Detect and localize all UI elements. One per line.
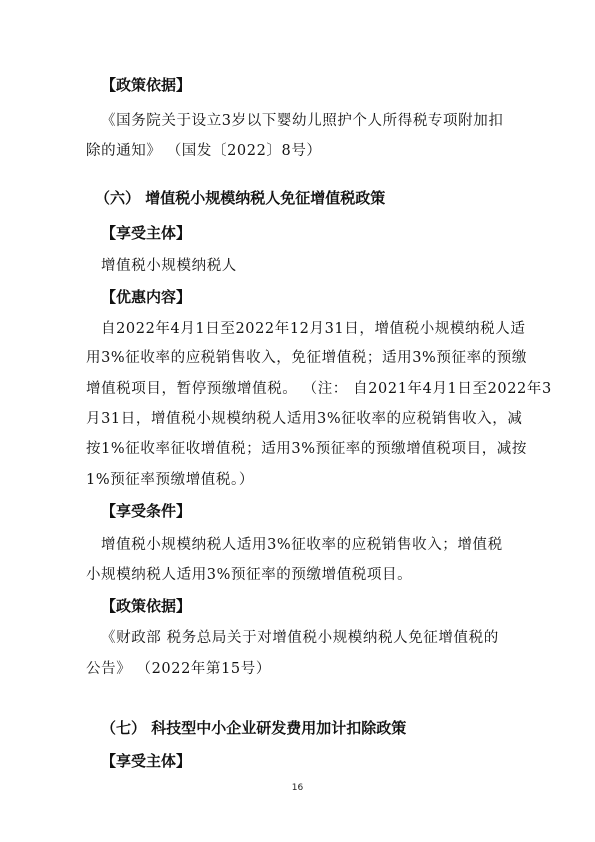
subject-text: 增值税小规模纳税人 [101,258,237,274]
content-text-line: 用3%征收率的应税销售收入，免征增值税；适用3%预征率的预缴 [86,350,528,366]
condition-text-line: 增值税小规模纳税人适用3%征收率的应税销售收入；增值税 [101,537,503,553]
condition-label: 【享受条件】 [101,502,192,520]
content-text-line: 按1%征收率征收增值税；适用3%预征率的预缴增值税项目，减按 [86,441,528,457]
policy-basis-text-line: 除的通知》 （国发〔2022〕8号） [86,143,322,159]
content-text-line: 增值税项目，暂停预缴增值税。 （注： 自2021年4月1日至2022年3 [86,381,552,397]
subject-label: 【享受主体】 [101,224,192,242]
section-7-title: （七） 科技型中小企业研发费用加计扣除政策 [101,719,407,737]
content-text-line: 自2022年4月1日至2022年12月31日，增值税小规模纳税人适 [101,321,526,337]
policy-basis-text-line: 公告》 （2022年第15号） [86,661,271,677]
policy-basis-text-line: 《国务院关于设立3岁以下婴幼儿照护个人所得税专项附加扣 [101,113,504,129]
policy-basis-label: 【政策依据】 [101,76,192,94]
page-number: 16 [291,783,304,793]
section-6-title: （六） 增值税小规模纳税人免征增值税政策 [95,189,386,207]
content-text-line: 1%预征率预缴增值税。） [86,472,254,488]
content-label: 【优惠内容】 [101,288,192,306]
content-text-line: 月31日，增值税小规模纳税人适用3%征收率的应税销售收入，减 [86,411,523,427]
condition-text-line: 小规模纳税人适用3%预征率的预缴增值税项目。 [86,567,413,583]
subject-label: 【享受主体】 [101,752,192,770]
policy-basis-label: 【政策依据】 [101,597,192,615]
policy-basis-text-line: 《财政部 税务总局关于对增值税小规模纳税人免征增值税的 [101,630,499,646]
